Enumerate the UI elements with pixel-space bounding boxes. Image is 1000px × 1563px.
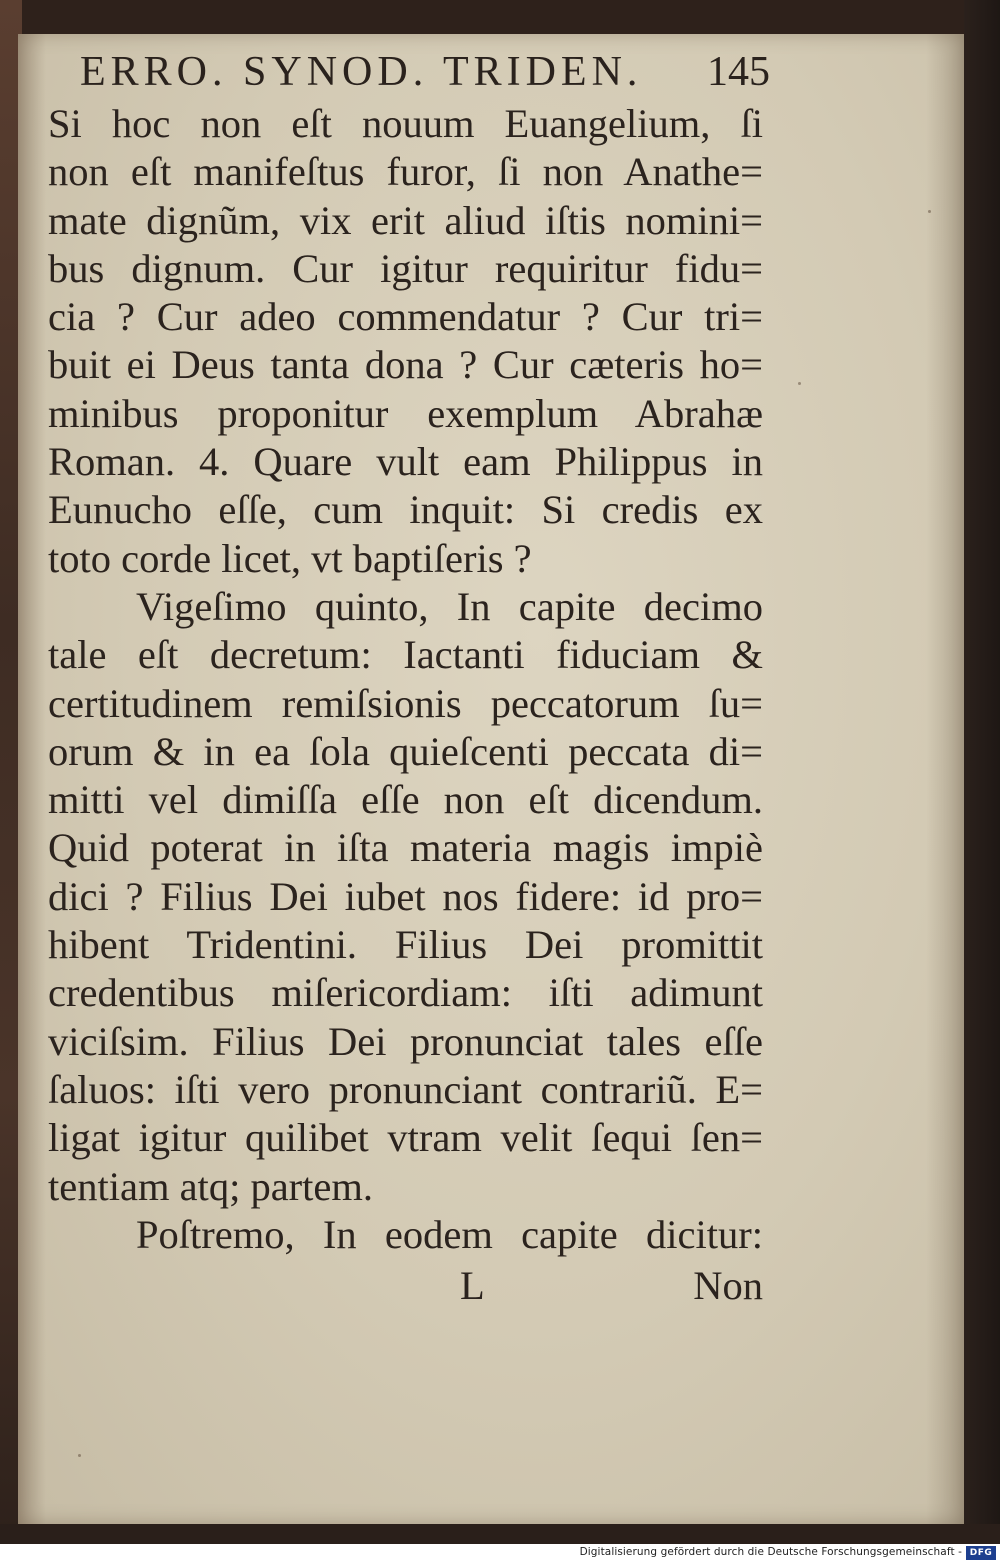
catchword: Non	[693, 1263, 763, 1308]
paper-speck	[928, 210, 931, 213]
text-line: Si hoc non eſt nouum Euangelium, ſi	[48, 101, 763, 146]
text-line: Vigeſimo quinto, In capite decimo	[136, 583, 763, 629]
body-text	[48, 100, 763, 1259]
text-line: certitudinem remiſsionis peccatorum ſu=	[48, 680, 763, 726]
text-line: buit ei Deus tanta dona ? Cur cæteris ho=	[48, 342, 763, 388]
page-number: 145	[707, 49, 770, 95]
text-line: mate dignũm, vix erit aliud iſtis nomini=	[48, 197, 763, 243]
text-line: mitti vel dimiſſa eſſe non eſt dicendum.	[48, 777, 763, 823]
text-line: viciſsim. Filius Dei pronunciat tales eſſe	[48, 1018, 763, 1064]
paper-speck	[78, 1454, 81, 1457]
dfg-logo-icon: DFG	[966, 1546, 996, 1560]
running-head-title: ERRO. SYNOD. TRIDEN.	[80, 49, 643, 95]
footer-credit: Digitalisierung gefördert durch die Deutsche Forschungsgemeinschaft -	[579, 1546, 962, 1558]
text-line: ligat igitur quilibet vtram velit ſequi ſen=	[48, 1115, 763, 1161]
signature-mark: L	[460, 1263, 485, 1308]
text-line: Eunucho eſſe, cum inquit: Si credis ex	[48, 487, 763, 533]
text-line: bus dignum. Cur igitur requiritur fidu=	[48, 245, 763, 291]
scan-border-bottom	[0, 1524, 1000, 1544]
gutter-shadow	[18, 34, 46, 1524]
text-line: non eſt manifeſtus furor, ſi non Anathe=	[48, 149, 763, 195]
text-line: cia ? Cur adeo commendatur ? Cur tri=	[48, 294, 763, 340]
text-line: Quid poterat in iſta materia magis impiè	[48, 825, 763, 871]
text-line: dici ? Filius Dei iubet nos fidere: id pro=	[48, 873, 763, 919]
paper-speck	[798, 382, 801, 385]
page-edge-shadow	[926, 34, 964, 1524]
scan-border-right	[964, 0, 1000, 1563]
text-line: Roman. 4. Quare vult eam Philippus in	[48, 439, 763, 485]
text-line: minibus proponitur exemplum Abrahæ	[48, 390, 763, 436]
text-line: ſaluos: iſti vero pronunciant contrariũ. E=	[48, 1066, 763, 1112]
running-head	[80, 46, 770, 98]
page-foot	[48, 1262, 763, 1312]
text-line: credentibus miſericordiam: iſti adimunt	[48, 970, 763, 1016]
text-line: orum & in ea ſola quieſcenti peccata di=	[48, 728, 763, 774]
text-line: Poſtremo, In eodem capite dicitur:	[136, 1211, 763, 1257]
text-line: toto corde licet, vt baptiſeris ?	[48, 535, 532, 581]
text-line: tale eſt decretum: Iactanti fiduciam &	[48, 632, 763, 678]
text-line: hibent Tridentini. Filius Dei promittit	[48, 922, 763, 968]
text-line: tentiam atq; partem.	[48, 1163, 374, 1209]
